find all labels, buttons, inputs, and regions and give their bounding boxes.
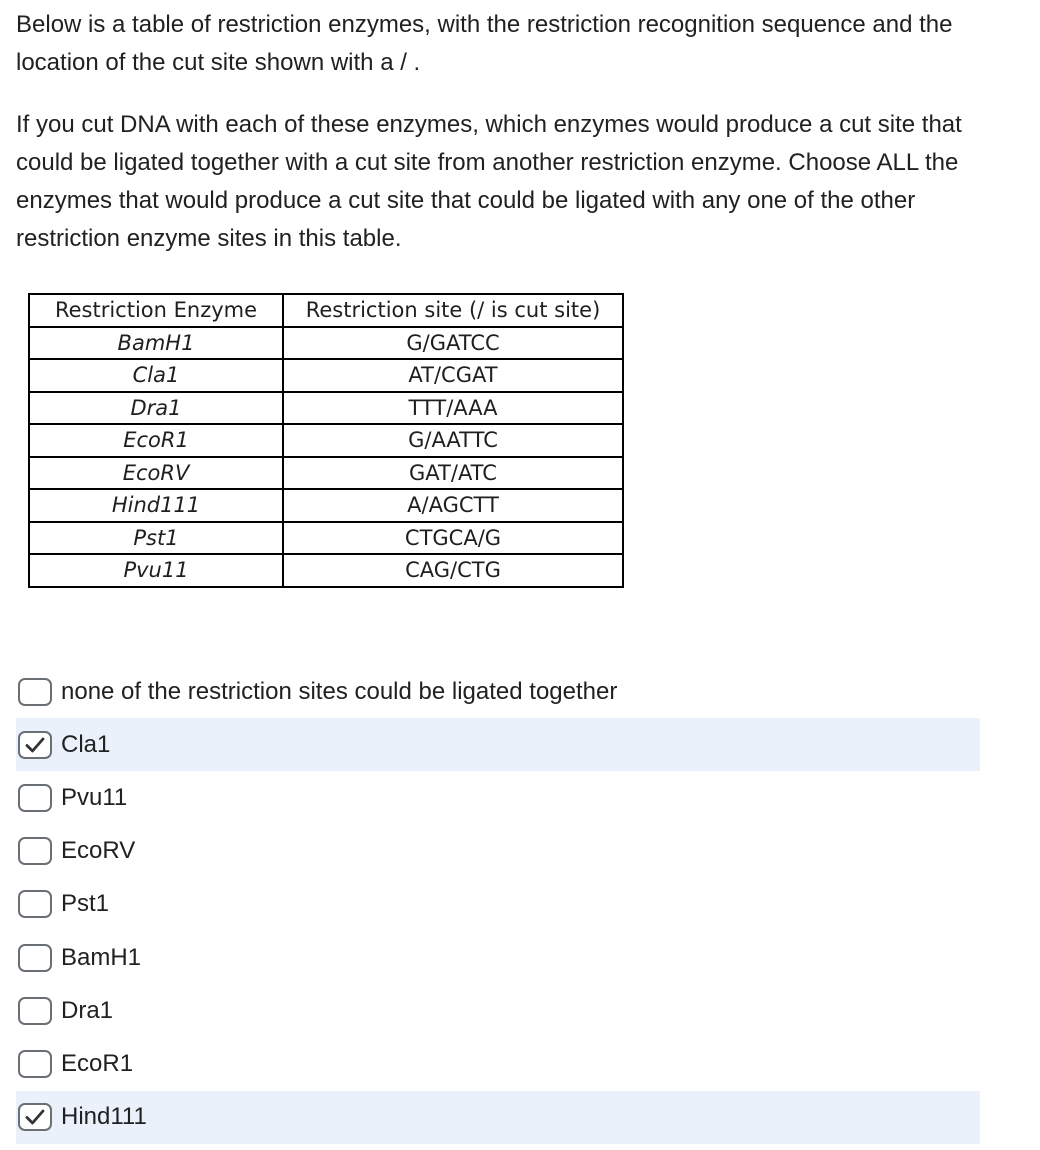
option-ecorv[interactable] — [16, 825, 980, 878]
table-row — [29, 554, 623, 587]
restriction-site-cell: G/GATCC — [283, 327, 623, 360]
restriction-site-cell: CAG/CTG — [283, 554, 623, 587]
table-row — [29, 392, 623, 425]
option-label: Pvu11 — [61, 783, 128, 811]
option-label: Pst1 — [61, 890, 110, 918]
option-none[interactable] — [16, 665, 980, 718]
option-checkbox[interactable] — [18, 944, 52, 972]
option-checkbox[interactable] — [18, 1103, 52, 1131]
option-label: none of the restriction sites could be ligated together — [61, 677, 618, 705]
question-text — [16, 6, 1006, 258]
option-checkbox[interactable] — [18, 731, 52, 759]
table-row — [29, 489, 623, 522]
option-checkbox[interactable] — [18, 997, 52, 1025]
option-label: BamH1 — [61, 943, 142, 971]
table-header-row — [29, 294, 623, 327]
enzyme-name-cell: Pst1 — [29, 522, 283, 555]
restriction-site-cell: TTT/AAA — [283, 392, 623, 425]
enzyme-name-cell: Hind111 — [29, 489, 283, 522]
header-restriction-enzyme: Restriction Enzyme — [29, 294, 283, 327]
question-paragraph-prompt: If you cut DNA with each of these enzymes, which enzymes would produce a cut site that could be ligated together with a cut site from another restriction enzyme. Choose ALL the enzymes that would produce a cut site that could be ligated with any one of the other restriction enzyme sites in this table. — [16, 111, 962, 252]
option-checkbox[interactable] — [18, 837, 52, 865]
table-row — [29, 359, 623, 392]
option-label: Cla1 — [61, 730, 111, 758]
option-checkbox[interactable] — [18, 890, 52, 918]
table-row — [29, 457, 623, 490]
option-checkbox[interactable] — [18, 1050, 52, 1078]
restriction-site-cell: G/AATTC — [283, 424, 623, 457]
check-icon — [25, 1109, 45, 1125]
restriction-site-cell: AT/CGAT — [283, 359, 623, 392]
enzyme-name-cell: Cla1 — [29, 359, 283, 392]
enzyme-table — [28, 293, 624, 588]
option-dra1[interactable] — [16, 984, 980, 1037]
option-label: Hind111 — [61, 1103, 147, 1131]
enzyme-name-cell: Dra1 — [29, 392, 283, 425]
option-label: EcoR1 — [61, 1049, 134, 1077]
option-label: EcoRV — [61, 837, 136, 865]
header-restriction-site: Restriction site (/ is cut site) — [283, 294, 623, 327]
restriction-site-cell: CTGCA/G — [283, 522, 623, 555]
enzyme-name-cell: EcoRV — [29, 457, 283, 490]
enzyme-name-cell: BamH1 — [29, 327, 283, 360]
option-pvu11[interactable] — [16, 771, 980, 824]
enzyme-table-figure — [28, 293, 624, 588]
option-ecor1[interactable] — [16, 1037, 980, 1090]
restriction-site-cell: A/AGCTT — [283, 489, 623, 522]
table-row — [29, 424, 623, 457]
restriction-site-cell: GAT/ATC — [283, 457, 623, 490]
option-checkbox[interactable] — [18, 678, 52, 706]
option-cla1[interactable] — [16, 718, 980, 771]
option-checkbox[interactable] — [18, 784, 52, 812]
answer-options — [16, 665, 980, 1144]
enzyme-name-cell: EcoR1 — [29, 424, 283, 457]
table-row — [29, 522, 623, 555]
question-paragraph-intro: Below is a table of restriction enzymes, with the restriction recognition sequence and the location of the cut site shown with a / . — [16, 11, 953, 76]
option-label: Dra1 — [61, 996, 114, 1024]
option-bamh1[interactable] — [16, 931, 980, 984]
option-pst1[interactable] — [16, 878, 980, 931]
table-row — [29, 327, 623, 360]
check-icon — [25, 737, 45, 753]
option-hind111[interactable] — [16, 1091, 980, 1144]
enzyme-name-cell: Pvu11 — [29, 554, 283, 587]
